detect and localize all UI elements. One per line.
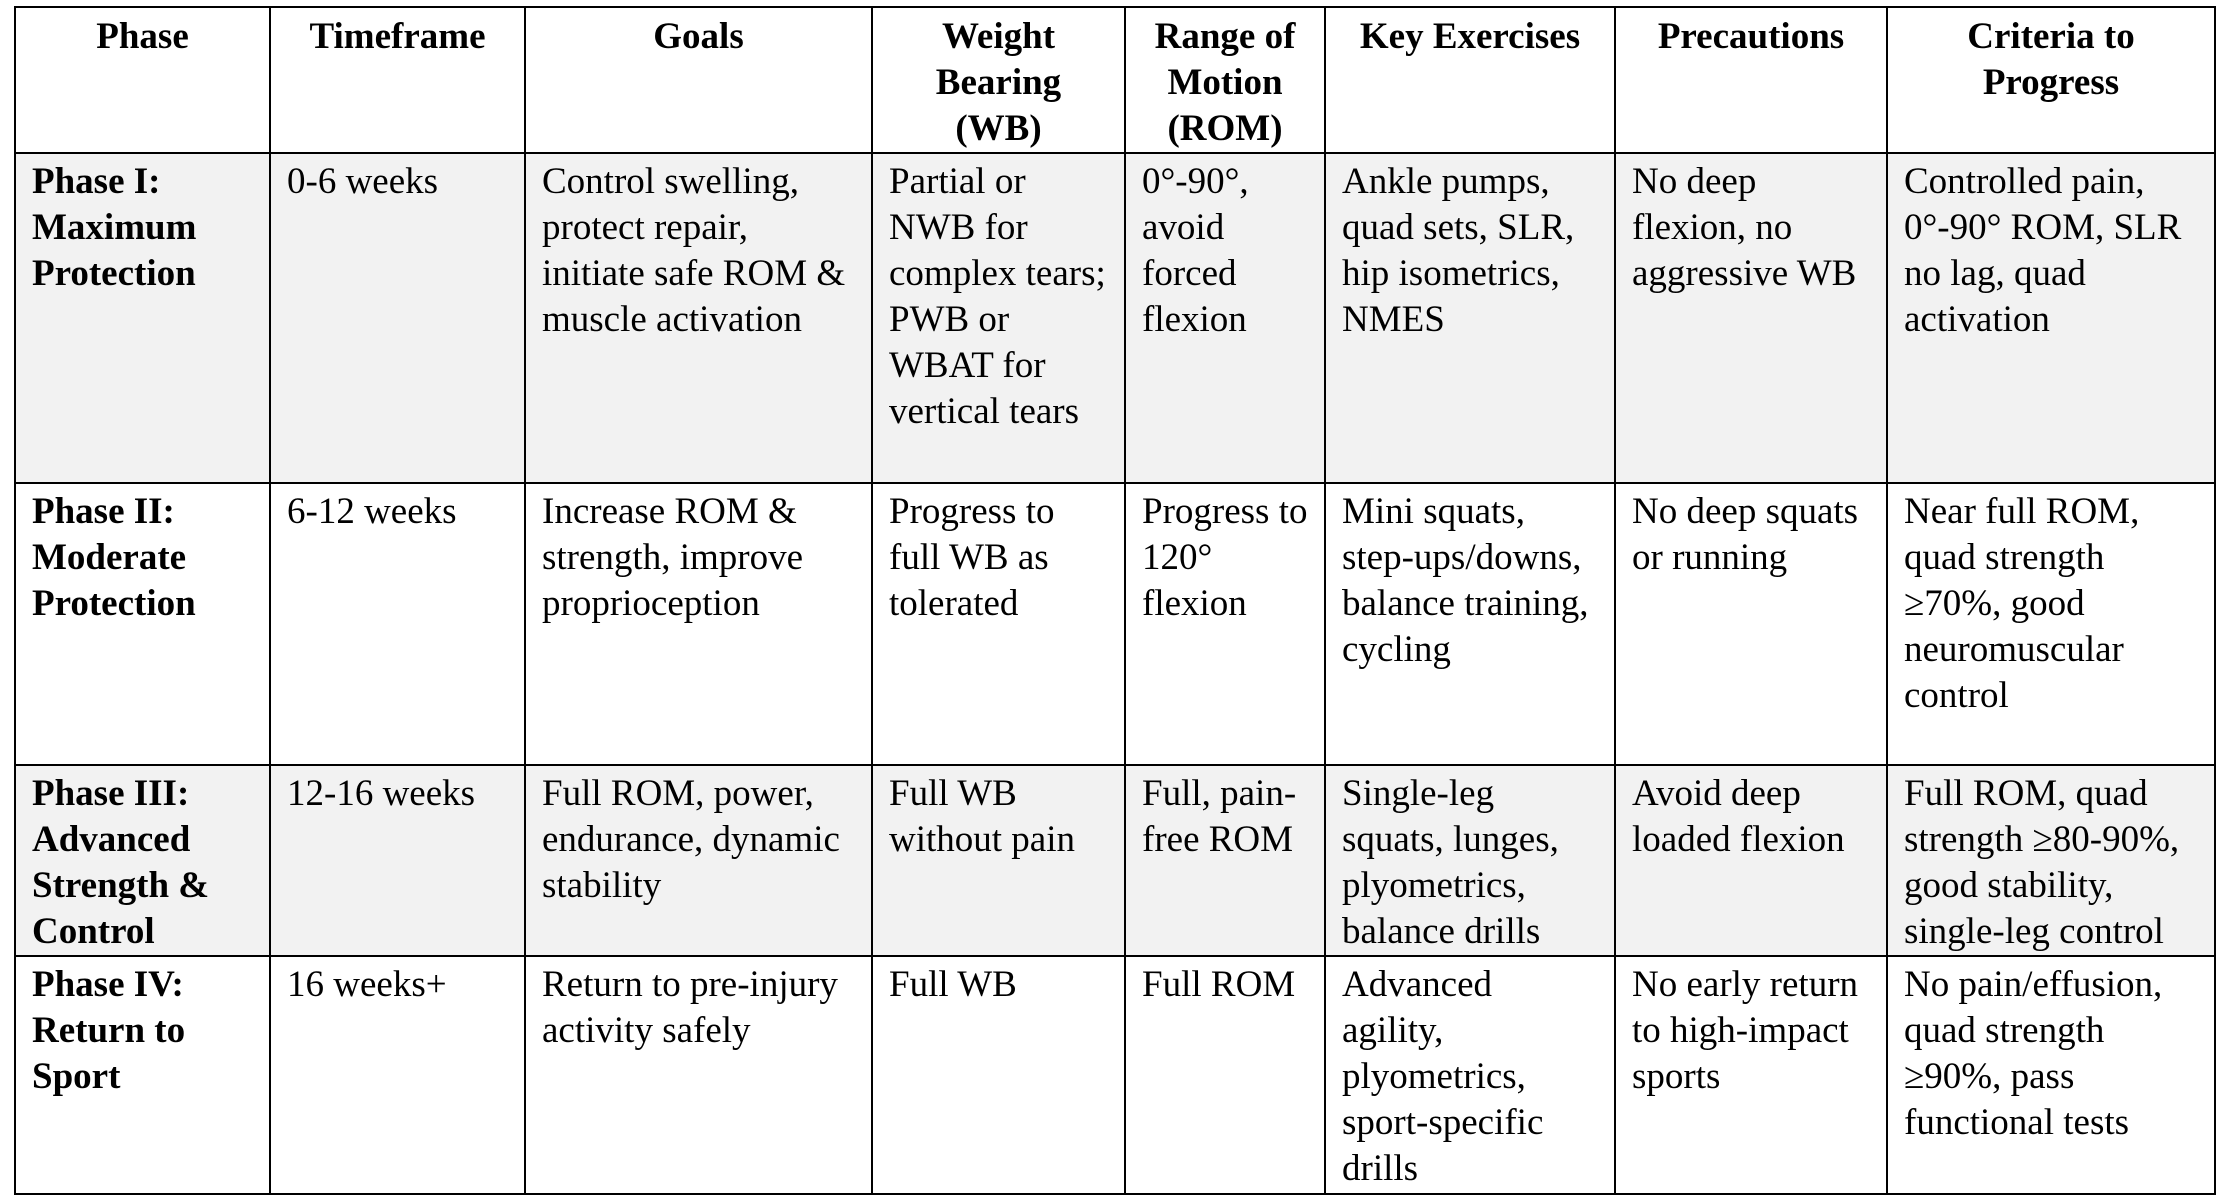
timeframe-cell: 6-12 weeks bbox=[270, 483, 525, 765]
header-goals: Goals bbox=[525, 7, 872, 153]
precautions-cell: No deep squats or running bbox=[1615, 483, 1887, 765]
precautions-cell: No deep flexion, no aggressive WB bbox=[1615, 153, 1887, 483]
exercises-cell: Ankle pumps, quad sets, SLR, hip isometrics, NMES bbox=[1325, 153, 1615, 483]
header-phase: Phase bbox=[15, 7, 270, 153]
table-row bbox=[15, 956, 2215, 1194]
rom-cell: Full, pain-free ROM bbox=[1125, 765, 1325, 956]
phase-cell: Phase III: Advanced Strength & Control bbox=[15, 765, 270, 956]
header-weight-bearing: Weight Bearing (WB) bbox=[872, 7, 1125, 153]
rom-cell: 0°-90°, avoid forced flexion bbox=[1125, 153, 1325, 483]
header-row bbox=[15, 7, 2215, 153]
precautions-cell: Avoid deep loaded flexion bbox=[1615, 765, 1887, 956]
goals-cell: Control swelling, protect repair, initiate safe ROM & muscle activation bbox=[525, 153, 872, 483]
timeframe-cell: 16 weeks+ bbox=[270, 956, 525, 1194]
exercises-cell: Advanced agility, plyometrics, sport-specific drills bbox=[1325, 956, 1615, 1194]
weight-bearing-cell: Progress to full WB as tolerated bbox=[872, 483, 1125, 765]
timeframe-cell: 0-6 weeks bbox=[270, 153, 525, 483]
rehab-protocol-table bbox=[14, 6, 2216, 1195]
header-criteria: Criteria to Progress bbox=[1887, 7, 2215, 153]
table-row bbox=[15, 153, 2215, 483]
rom-cell: Progress to 120° flexion bbox=[1125, 483, 1325, 765]
timeframe-cell: 12-16 weeks bbox=[270, 765, 525, 956]
exercises-cell: Mini squats, step-ups/downs, balance training, cycling bbox=[1325, 483, 1615, 765]
criteria-cell: Near full ROM, quad strength ≥70%, good neuromuscular control bbox=[1887, 483, 2215, 765]
header-timeframe: Timeframe bbox=[270, 7, 525, 153]
weight-bearing-cell: Partial or NWB for complex tears; PWB or WBAT for vertical tears bbox=[872, 153, 1125, 483]
goals-cell: Full ROM, power, endurance, dynamic stability bbox=[525, 765, 872, 956]
weight-bearing-cell: Full WB without pain bbox=[872, 765, 1125, 956]
criteria-cell: Controlled pain, 0°-90° ROM, SLR no lag, quad activation bbox=[1887, 153, 2215, 483]
header-key-exercises: Key Exercises bbox=[1325, 7, 1615, 153]
table-row bbox=[15, 765, 2215, 956]
phase-cell: Phase II: Moderate Protection bbox=[15, 483, 270, 765]
goals-cell: Increase ROM & strength, improve proprioception bbox=[525, 483, 872, 765]
phase-cell: Phase I: Maximum Protection bbox=[15, 153, 270, 483]
header-precautions: Precautions bbox=[1615, 7, 1887, 153]
weight-bearing-cell: Full WB bbox=[872, 956, 1125, 1194]
goals-cell: Return to pre-injury activity safely bbox=[525, 956, 872, 1194]
exercises-cell: Single-leg squats, lunges, plyometrics, balance drills bbox=[1325, 765, 1615, 956]
phase-cell: Phase IV: Return to Sport bbox=[15, 956, 270, 1194]
rom-cell: Full ROM bbox=[1125, 956, 1325, 1194]
precautions-cell: No early return to high-impact sports bbox=[1615, 956, 1887, 1194]
criteria-cell: No pain/effusion, quad strength ≥90%, pass functional tests bbox=[1887, 956, 2215, 1194]
table-row bbox=[15, 483, 2215, 765]
header-range-of-motion: Range of Motion (ROM) bbox=[1125, 7, 1325, 153]
criteria-cell: Full ROM, quad strength ≥80-90%, good stability, single-leg control bbox=[1887, 765, 2215, 956]
